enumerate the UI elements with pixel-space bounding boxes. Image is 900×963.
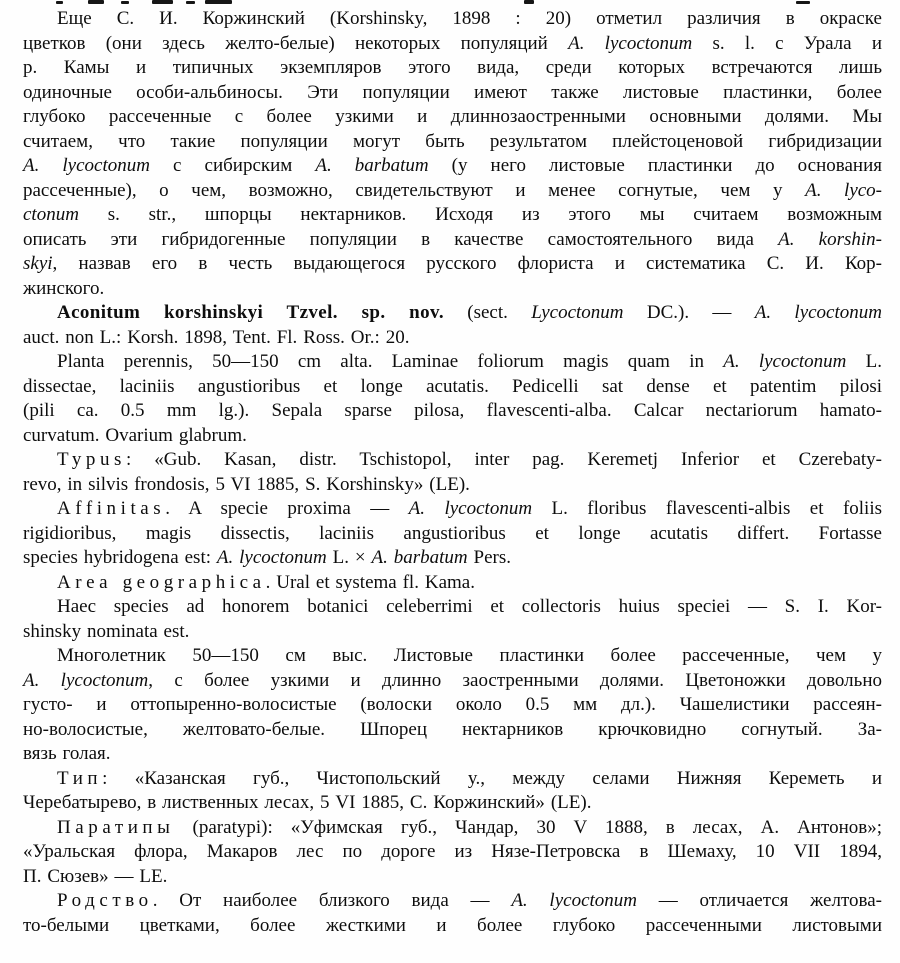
text-segment: Черебатырево, в лиственных лесах, 5 VI 1885, С. Коржинский» (LE). bbox=[23, 792, 592, 813]
text-segment: Pers. bbox=[467, 547, 511, 568]
text-segment: Еще С. И. Коржинский (Korshinsky, 1898 : 20) отметил различия в окраске bbox=[57, 8, 882, 29]
spaced-section-heading: Typus bbox=[57, 449, 126, 470]
text-line bbox=[23, 203, 882, 228]
text-line bbox=[23, 791, 882, 816]
para-russian-description bbox=[23, 644, 882, 767]
species-name-italic: A. lyco- bbox=[805, 179, 883, 201]
text-line bbox=[23, 693, 882, 718]
text-line bbox=[23, 399, 882, 424]
text-line bbox=[23, 473, 882, 498]
species-name-italic: A. barbatum bbox=[315, 155, 429, 176]
text-line bbox=[23, 742, 882, 767]
text-segment: но-волосистые, желтовато-белые. Шпорец нектарников крючковидно согнутый. За- bbox=[23, 718, 882, 740]
text-line bbox=[23, 81, 882, 106]
scan-artifact bbox=[205, 0, 232, 4]
text-line bbox=[23, 840, 882, 865]
text-segment: auct. non L.: Korsh. 1898, Tent. Fl. Ross. Or.: 20. bbox=[23, 326, 410, 348]
text-segment: . От наиболее близкого вида — bbox=[152, 890, 512, 911]
scan-artifact bbox=[796, 1, 810, 4]
text-line bbox=[23, 326, 882, 351]
text-segment: Многолетник 50—150 см выс. Листовые пластинки более рассеченные, чем у bbox=[57, 645, 882, 666]
text-segment: L. × bbox=[326, 547, 372, 568]
text-line bbox=[23, 718, 882, 743]
text-segment: «Уральская флора, Макаров лес по дороге из Нязе-Петровска в Шемаху, 10 VII 1894, bbox=[23, 841, 882, 862]
para-typus bbox=[23, 448, 882, 497]
text-segment: , назвав его в честь выдающегося русского флориста и систематика С. И. Кор- bbox=[52, 253, 882, 274]
scan-artifact bbox=[88, 0, 104, 4]
scan-artifact-strip bbox=[0, 0, 900, 6]
spaced-section-heading: Паратипы bbox=[57, 816, 175, 838]
text-segment: (sect. bbox=[443, 302, 532, 323]
text-line bbox=[23, 669, 882, 694]
taxon-heading-bold: Aconitum korshinskyi Tzvel. sp. nov. bbox=[57, 302, 444, 323]
text-line bbox=[23, 228, 882, 253]
scan-artifact bbox=[121, 1, 129, 4]
scan-artifact bbox=[152, 0, 173, 4]
text-segment: (paratypi): «Уфимская губ., Чандар, 30 V 1888, в лесах, А. Антонов»; bbox=[174, 816, 882, 838]
text-segment: rigidioribus, magis dissectis, laciniis angustioribus et longe acutatis differt. Fortasse bbox=[23, 522, 882, 544]
text-line bbox=[23, 277, 882, 302]
text-line bbox=[23, 32, 882, 57]
text-line bbox=[23, 889, 882, 914]
text-line bbox=[23, 424, 882, 449]
text-line bbox=[23, 816, 882, 841]
text-segment: (pili ca. 0.5 mm lg.). Sepala sparse pilosa, flavescenti-alba. Calcar nectariorum hamato- bbox=[23, 400, 882, 421]
species-name-italic: A. lycoctonum bbox=[23, 669, 149, 691]
text-line bbox=[23, 105, 882, 130]
text-line bbox=[23, 620, 882, 645]
para-etymology bbox=[23, 595, 882, 644]
text-segment: Planta perennis, 50—150 cm alta. Laminae foliorum magis quam in bbox=[57, 351, 724, 372]
text-segment: одиночные особи-альбиносы. Эти популяции имеют также листовые пластинки, более bbox=[23, 81, 882, 103]
spaced-section-heading: Area geographica bbox=[57, 571, 266, 593]
spaced-section-heading: Родство bbox=[57, 890, 153, 911]
text-segment: П. Сюзев» — LE. bbox=[23, 865, 168, 887]
text-segment: Haec species ad honorem botanici celeberrimi et collectoris huius speciei — S. I. Kor- bbox=[57, 596, 882, 617]
text-segment: species hybridogena est: bbox=[23, 547, 217, 568]
text-segment: revo, in silvis frondosis, 5 VI 1885, S. Korshinsky» (LE). bbox=[23, 473, 470, 495]
text-line bbox=[23, 179, 882, 204]
text-segment: (у него листовые пластинки до основания bbox=[428, 155, 882, 176]
text-segment: : «Gub. Kasan, distr. Tschistopol, inter pag. Keremetj Inferior et Czerebaty- bbox=[125, 449, 882, 470]
para-paratypes bbox=[23, 816, 882, 890]
text-segment: s. str., шпорцы нектарников. Исходя из этого мы считаем возможным bbox=[78, 204, 882, 225]
scan-artifact bbox=[186, 1, 195, 4]
species-name-italic: A. lycoctonum bbox=[723, 351, 847, 372]
para-species-heading bbox=[23, 301, 882, 350]
species-name-italic: A. lycoctonum bbox=[511, 890, 638, 911]
text-segment: . Ural et systema fl. Kama. bbox=[265, 571, 475, 593]
text-segment: curvatum. Ovarium glabrum. bbox=[23, 424, 247, 446]
text-line bbox=[23, 865, 882, 890]
para-latin-diagnosis bbox=[23, 350, 882, 448]
species-name-italic: A. lycoctonum bbox=[408, 498, 533, 519]
text-segment: dissectae, laciniis angustioribus et longe acutatis. Pedicelli sat dense et patentim pilosi bbox=[23, 375, 882, 397]
text-line bbox=[23, 154, 882, 179]
para-intro-korshinsky bbox=[23, 7, 882, 301]
para-area-geographica bbox=[23, 571, 882, 596]
scan-artifact bbox=[524, 0, 534, 4]
text-line bbox=[23, 497, 882, 522]
text-line bbox=[23, 56, 882, 81]
para-affinitas bbox=[23, 497, 882, 571]
text-line bbox=[23, 522, 882, 547]
species-name-italic: A. lycoctonum bbox=[754, 302, 882, 323]
text-segment: с сибирским bbox=[149, 155, 316, 176]
text-segment: — отличается желтова- bbox=[637, 890, 882, 911]
species-name-italic: A. lycoctonum bbox=[23, 155, 150, 176]
text-line bbox=[23, 546, 882, 571]
text-segment: то-белыми цветками, более жесткими и более глубоко рассеченными листовыми bbox=[23, 914, 882, 936]
text-line bbox=[23, 448, 882, 473]
text-line bbox=[23, 350, 882, 375]
text-segment: . A specie proxima — bbox=[165, 498, 409, 519]
para-affinity-russian bbox=[23, 889, 882, 938]
text-line bbox=[23, 130, 882, 155]
spaced-section-heading: Тип bbox=[57, 767, 103, 789]
species-name-italic: A. korshin- bbox=[778, 228, 882, 250]
species-name-italic: A. barbatum bbox=[371, 547, 468, 568]
text-segment: DC.). — bbox=[623, 302, 755, 323]
species-name-italic: Lycoctonum bbox=[531, 302, 624, 323]
text-line bbox=[23, 301, 882, 326]
text-segment: L. bbox=[846, 351, 883, 372]
text-segment: глубоко рассеченные с более узкими и длиннозаостренными основными долями. Мы bbox=[23, 106, 882, 127]
text-segment: рассеченные), о чем, возможно, свидетельствуют и менее согнутые, чем у bbox=[23, 179, 806, 201]
text-line bbox=[23, 767, 882, 792]
text-line bbox=[23, 914, 882, 939]
text-segment: вязь голая. bbox=[23, 743, 111, 764]
text-segment: считаем, что такие популяции могут быть результатом плейстоценовой гибридизации bbox=[23, 130, 882, 152]
text-line bbox=[23, 644, 882, 669]
spaced-section-heading: Affinitas bbox=[57, 498, 166, 519]
page-text bbox=[23, 7, 882, 938]
species-name-italic: A. lycoctonum bbox=[216, 547, 327, 568]
text-segment: описать эти гибридогенные популяции в качестве самостоятельного вида bbox=[23, 228, 779, 250]
text-segment: р. Камы и типичных экземпляров этого вида, среди которых встречаются лишь bbox=[23, 57, 882, 78]
text-line bbox=[23, 375, 882, 400]
text-line bbox=[23, 252, 882, 277]
text-segment: s. l. с Урала и bbox=[692, 32, 882, 54]
scan-artifact bbox=[56, 1, 63, 4]
text-line bbox=[23, 571, 882, 596]
text-segment: : «Казанская губ., Чистопольский у., между селами Нижняя Кереметь и bbox=[102, 767, 882, 789]
text-segment: жинского. bbox=[23, 277, 105, 299]
text-line bbox=[23, 7, 882, 32]
species-name-italic: ctonum bbox=[23, 204, 79, 225]
species-name-italic: A. lycoctonum bbox=[568, 32, 693, 54]
para-type-russian bbox=[23, 767, 882, 816]
text-segment: L. floribus flavescenti-albis et foliis bbox=[532, 498, 883, 519]
text-segment: цветков (они здесь желто-белые) некоторых популяций bbox=[23, 32, 569, 54]
text-segment: густо- и оттопыренно-волосистые (волоски около 0.5 мм дл.). Чашелистики рассеян- bbox=[23, 694, 882, 715]
text-segment: , с более узкими и длинно заостренными долями. Цветоножки довольно bbox=[148, 669, 882, 691]
text-line bbox=[23, 595, 882, 620]
text-segment: shinsky nominata est. bbox=[23, 620, 190, 642]
species-name-italic: skyi bbox=[23, 253, 53, 274]
